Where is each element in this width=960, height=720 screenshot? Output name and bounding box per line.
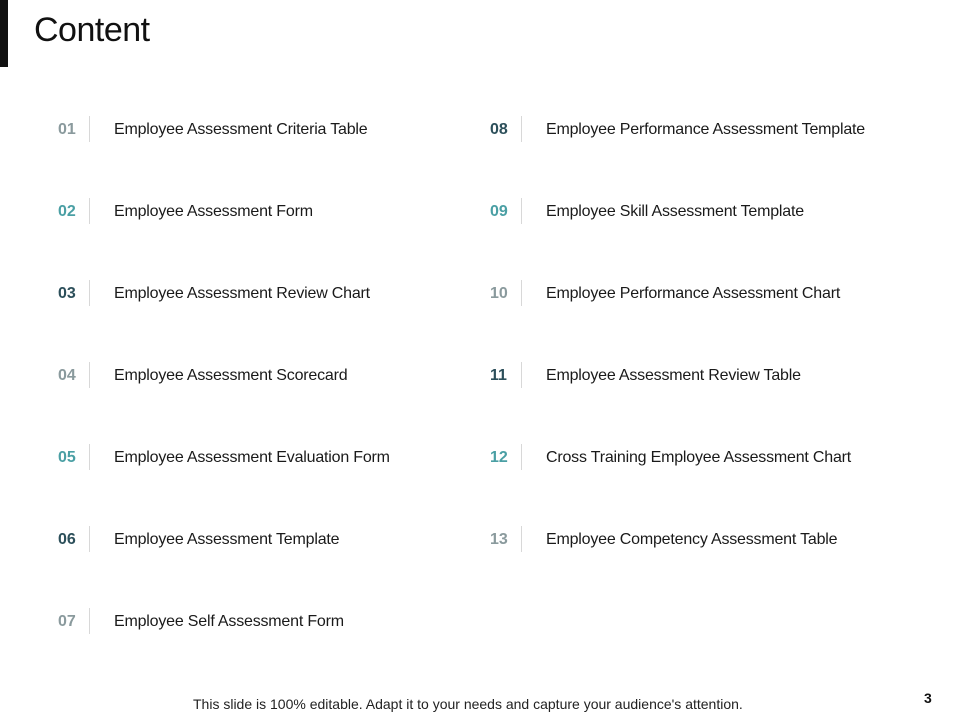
toc-item-divider (521, 526, 522, 552)
toc-item-number: 01 (58, 121, 76, 138)
toc-item-divider (89, 608, 90, 634)
toc-item-number: 10 (490, 285, 508, 302)
toc-item-divider (521, 444, 522, 470)
toc-item-label: Employee Assessment Review Table (546, 367, 801, 384)
toc-item-number: 02 (58, 203, 76, 220)
toc-item-label: Employee Assessment Review Chart (114, 285, 370, 302)
toc-item-number: 09 (490, 203, 508, 220)
toc-item-label: Employee Competency Assessment Table (546, 531, 838, 548)
slide-title: Content (34, 11, 150, 49)
toc-item-number: 12 (490, 449, 508, 466)
toc-item-divider (521, 116, 522, 142)
toc-item-number: 06 (58, 531, 76, 548)
toc-item-label: Employee Skill Assessment Template (546, 203, 804, 220)
toc-item-label: Cross Training Employee Assessment Chart (546, 449, 852, 466)
toc-item-label: Employee Assessment Criteria Table (114, 121, 368, 138)
toc-item-label: Employee Assessment Form (114, 203, 313, 220)
toc-item-number: 08 (490, 121, 508, 138)
toc-item-label: Employee Self Assessment Form (114, 613, 344, 630)
toc-item-divider (89, 444, 90, 470)
toc-item-divider (89, 526, 90, 552)
toc-item-divider (521, 198, 522, 224)
toc-item-divider (521, 362, 522, 388)
toc-item-divider (521, 280, 522, 306)
title-accent-bar (0, 0, 8, 67)
toc-item-number: 11 (490, 367, 507, 384)
toc-item-number: 05 (58, 449, 76, 466)
toc-item-divider (89, 116, 90, 142)
toc-item-label: Employee Performance Assessment Chart (546, 285, 841, 302)
toc-item-number: 03 (58, 285, 76, 302)
toc-item-number: 04 (58, 367, 76, 384)
toc-item-divider (89, 198, 90, 224)
toc-item-divider (89, 280, 90, 306)
page-number: 3 (924, 690, 932, 706)
toc-item-label: Employee Assessment Evaluation Form (114, 449, 390, 466)
toc-item-label: Employee Assessment Template (114, 531, 340, 548)
toc-item-label: Employee Assessment Scorecard (114, 367, 348, 384)
toc-item-divider (89, 362, 90, 388)
toc-item-number: 07 (58, 613, 76, 630)
footer-note: This slide is 100% editable. Adapt it to your needs and capture your audience's attention. (193, 696, 743, 712)
toc-item-label: Employee Performance Assessment Template (546, 121, 865, 138)
toc-item-number: 13 (490, 531, 508, 548)
